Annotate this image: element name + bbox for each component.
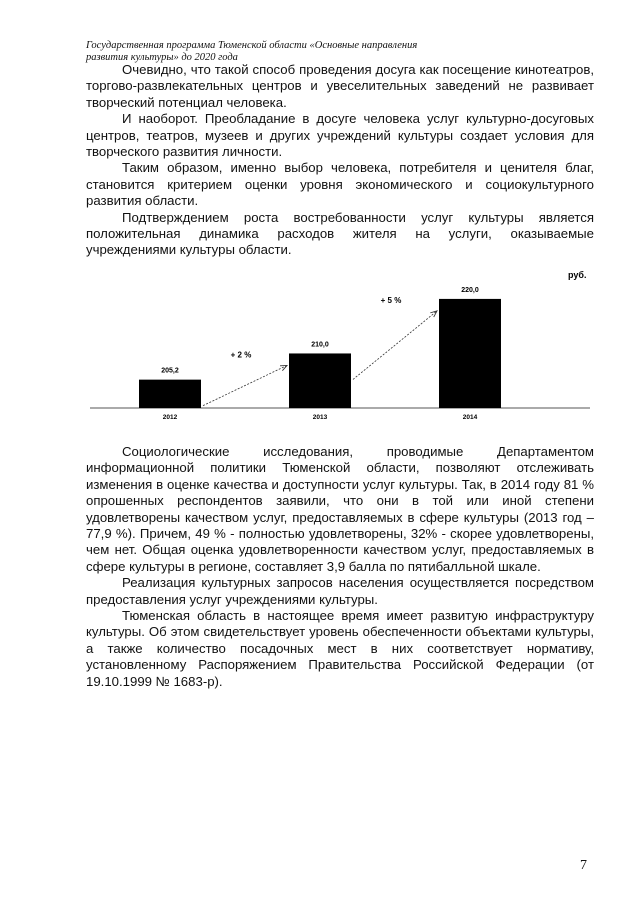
bar — [439, 299, 501, 408]
running-header — [86, 40, 446, 64]
growth-arrow-head — [280, 365, 287, 370]
paragraph: Очевидно, что такой способ проведения досуга как посещение кинотеатров, торгово-развлекательных центров и увеселительных заведений не развивает творческий потенциал человека. — [86, 62, 594, 110]
x-tick-label: 2012 — [162, 414, 178, 421]
expenses-bar-chart — [90, 270, 590, 430]
bar-value-label: 210,0 — [311, 341, 329, 349]
bar — [289, 353, 351, 408]
growth-arrow-line — [353, 311, 437, 380]
page-number: 7 — [580, 858, 587, 873]
chart-canvas — [90, 270, 590, 430]
paragraph: Тюменская область в настоящее время имеет развитую инфраструктуру культуры. Об этом свидетельствует уровень обеспеченности объектами культуры, а также количество посадочных мест в них соответствует нормативу, установленному Распоряжением Правительства Российской Федерации (от 19.10.1999 № 1683-р). — [86, 608, 594, 689]
bar-value-label: 220,0 — [461, 286, 479, 294]
bar — [139, 380, 201, 408]
paragraph: И наоборот. Преобладание в досуге человека услуг культурно-досуговых центров, театров, музеев и других учреждений культуры создает условия для творческого развития личности. — [86, 111, 594, 160]
body-text-bottom — [86, 444, 594, 690]
bar-value-label: 205,2 — [161, 367, 179, 375]
header-line-1: Государственная программа Тюменской области «Основные направления — [86, 40, 418, 51]
paragraph: Таким образом, именно выбор человека, потребителя и ценителя благ, становится критерием оценки уровня экономического и социокультурного развития области. — [86, 160, 594, 209]
paragraph: Подтверждением роста востребованности услуг культуры является положительная динамика расходов жителя на услуги, оказываемые учреждениями культуры области. — [86, 209, 594, 258]
x-tick-label: 2013 — [312, 414, 328, 421]
growth-arrow-line — [203, 365, 287, 405]
header-line-2: развития культуры» до 2020 года — [86, 52, 238, 63]
growth-label: + 2 % — [230, 350, 252, 360]
x-tick-label: 2014 — [462, 414, 478, 421]
growth-label: + 5 % — [380, 295, 402, 305]
paragraph: Реализация культурных запросов населения осуществляется посредством предоставления услуг учреждениями культуры. — [86, 575, 594, 607]
paragraph: Социологические исследования, проводимые Департаментом информационной политики Тюменской области, позволяют отслеживать изменения в оценке качества и доступности услуг культуры. Так, в 2014 году 81 % опрошенных респондентов заявили, что они в той или иной степени удовлетворены качеством услуг, предоставляемых в сфере культуры (2013 год – 77,9 %). Причем, 49 % - полностью удовлетворены, 32% - скорее удовлетворены, чем нет. Общая оценка удовлетворенности качеством услуг, предоставляемых в сфере культуры в регионе, составляет 3,9 балла по пятибалльной шкале. — [86, 444, 594, 574]
unit-label: руб. — [568, 270, 587, 280]
body-text-top — [86, 62, 594, 259]
growth-arrow-head — [430, 311, 437, 317]
